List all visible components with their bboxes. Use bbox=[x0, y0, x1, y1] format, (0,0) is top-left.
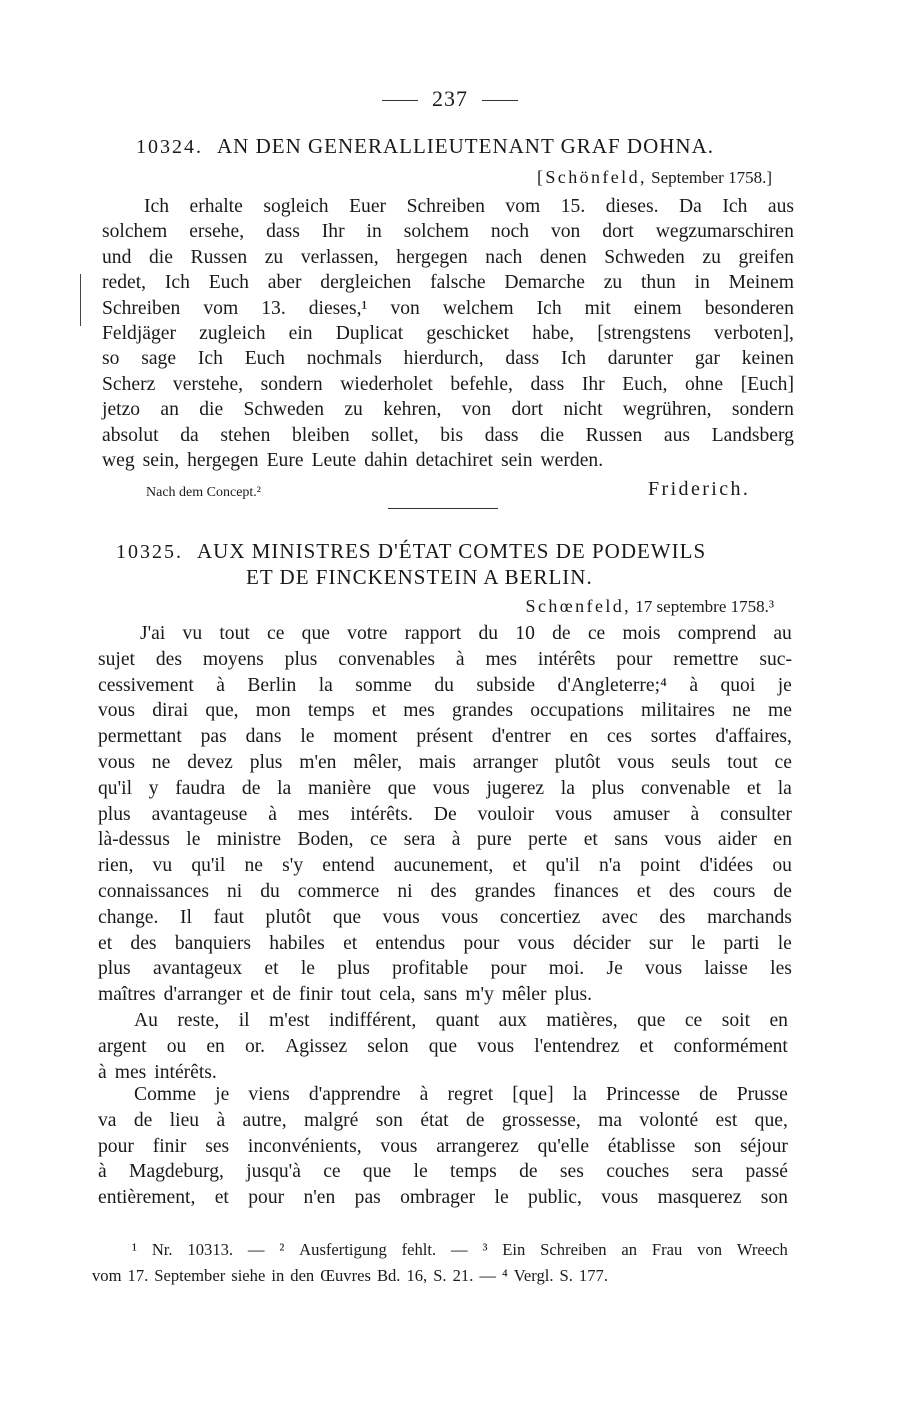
paragraph-1-text-line: plus avantageux et le plus profitable pour moi. Je vous laisse les bbox=[98, 958, 792, 980]
letter-1-text-line: redet, Ich Euch aber dergleichen falsche Demarche zu thun in Meinem bbox=[102, 272, 794, 294]
page-header bbox=[0, 86, 900, 112]
paragraph-1-text-line: cessivement à Berlin la somme du subside d'Angleterre;⁴ à quoi je bbox=[98, 674, 792, 696]
letter-2-title-line1: AUX MINISTRES D'ÉTAT COMTES DE PODEWILS bbox=[197, 539, 707, 563]
paragraph-3-text-line: va de lieu à autre, malgré son état de grossesse, ma volonté est que, bbox=[98, 1109, 788, 1131]
paragraph-3-text-line: à Magdeburg, jusqu'à ce que le temps de ses couches sera passé bbox=[98, 1161, 788, 1183]
header-dash-right bbox=[482, 100, 518, 101]
paragraph-2-text-line: à mes intérêts. bbox=[98, 1061, 217, 1083]
paragraph-2-text-line: Au reste, il m'est indifférent, quant aux matières, que ce soit en bbox=[134, 1010, 788, 1031]
letter-2-place: Schœnfeld, bbox=[525, 596, 632, 616]
letter-1-place: [Schönfeld, bbox=[537, 167, 647, 187]
source-note: Nach dem Concept.² bbox=[146, 485, 261, 500]
letter-1-text-line: solchem ersehe, dass Ihr in solchem noch von dort wegzumarschiren bbox=[102, 221, 794, 243]
paragraph-1-text-line: maîtres d'arranger et de finir tout cela, sans m'y mêler plus. bbox=[98, 984, 593, 1006]
paragraph-1-text-line: J'ai vu tout ce que votre rapport du 10 de ce mois comprend au bbox=[140, 623, 792, 644]
letter-1-text-line: jetzo an die Schweden zu kehren, von dort nicht wegrühren, sondern bbox=[102, 399, 794, 421]
signature: Friderich. bbox=[648, 478, 751, 500]
letter-1-number: 10324. bbox=[136, 136, 203, 158]
letter-1-date: September 1758.] bbox=[651, 168, 772, 187]
paragraph-1-text-line: plus avantageuse à mes intérêts. De vouloir vous amuser à consulter bbox=[98, 803, 792, 825]
page-number: 237 bbox=[432, 86, 468, 111]
paragraph-1-text-line: qu'il y faudra de la manière que vous jugerez la plus convenable et la bbox=[98, 777, 792, 799]
paragraph-2-text-line: argent ou en or. Agissez selon que vous l'entendrez et conformément bbox=[98, 1035, 788, 1057]
footnote-line: vom 17. September siehe in den Œuvres Bd. 16, S. 21. — ⁴ Vergl. S. 177. bbox=[92, 1265, 608, 1285]
paragraph-1-text-line: connaissances ni du commerce ni des grandes finances et des cours de bbox=[98, 881, 792, 902]
letter-2-date: 17 septembre 1758.³ bbox=[635, 597, 774, 616]
paragraph-1-text-line: rien, vu qu'il ne s'y entend aucunement, et qu'il n'a point d'idées ou bbox=[98, 855, 792, 877]
footnote-line: ¹ Nr. 10313. — ² Ausfertigung fehlt. — ³ Ein Schreiben an Frau von Wreech bbox=[132, 1240, 788, 1259]
letter-1-text-line: Feldjäger zugleich ein Duplicat geschicket habe, [strengstens verboten], bbox=[102, 323, 794, 344]
letter-2-dateline bbox=[526, 596, 774, 617]
letter-1-text-line: und die Russen zu verlassen, hergegen nach denen Schweden zu greifen bbox=[102, 246, 794, 268]
paragraph-1-text-line: là-dessus le ministre Boden, ce sera à pure perte et sans vous aider en bbox=[98, 829, 792, 851]
paragraph-1-text-line: sujet des moyens plus convenables à mes intérêts pour remettre suc- bbox=[98, 648, 792, 670]
letter-1-heading bbox=[136, 134, 714, 159]
header-dash-left bbox=[382, 100, 418, 101]
letter-2-number: 10325. bbox=[116, 541, 183, 563]
section-divider bbox=[388, 508, 498, 509]
paragraph-3-text-line: Comme je viens d'apprendre à regret [que] la Princesse de Prusse bbox=[134, 1084, 788, 1105]
letter-1-text-line: weg sein, hergegen Eure Leute dahin detachiret sein werden. bbox=[102, 450, 604, 471]
paragraph-3-text-line: pour finir ses inconvénients, vous arrangerez qu'elle établisse son séjour bbox=[98, 1135, 788, 1157]
paragraph-3-text-line: entièrement, et pour n'en pas ombrager le public, vous masquerez son bbox=[98, 1187, 788, 1209]
letter-1-title: AN DEN GENERALLIEUTENANT GRAF DOHNA. bbox=[217, 134, 714, 158]
paragraph-1-text-line: change. Il faut plutôt que vous vous concertiez avec des marchands bbox=[98, 906, 792, 928]
paragraph-1-text-line: et des banquiers habiles et entendus pour vous décider sur le parti le bbox=[98, 932, 792, 954]
letter-2-heading bbox=[116, 539, 706, 564]
paragraph-1-text-line: vous ne devez plus m'en mêler, mais arranger plutôt vous seuls tout ce bbox=[98, 752, 792, 773]
letter-1-text-line: Ich erhalte sogleich Euer Schreiben vom 15. dieses. Da Ich aus bbox=[144, 196, 794, 217]
letter-1-dateline bbox=[537, 167, 772, 188]
margin-mark bbox=[80, 274, 81, 326]
letter-1-text-line: so sage Ich Euch nochmals hierdurch, dass Ich darunter gar keinen bbox=[102, 348, 794, 370]
letter-1-text-line: Scherz verstehe, sondern wiederholet befehle, dass Ihr Euch, ohne [Euch] bbox=[102, 373, 794, 395]
letter-2-title-line2: ET DE FINCKENSTEIN A BERLIN. bbox=[246, 565, 593, 589]
letter-1-text-line: Schreiben vom 13. dieses,¹ von welchem Ich mit einem besonderen bbox=[102, 297, 794, 319]
paragraph-1-text-line: permettant pas dans le moment présent d'entrer en ces sortes d'affaires, bbox=[98, 726, 792, 748]
letter-1-text-line: absolut da stehen bleiben sollet, bis dass die Russen aus Landsberg bbox=[102, 424, 794, 446]
paragraph-1-text-line: vous dirai que, mon temps et mes grandes occupations militaires ne me bbox=[98, 700, 792, 722]
